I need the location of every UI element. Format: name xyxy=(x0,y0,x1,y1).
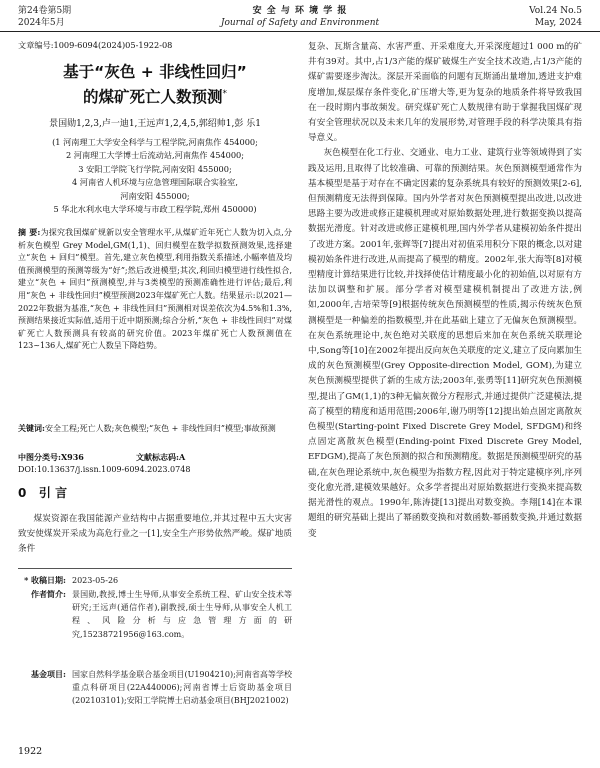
clc-number: 中图分类号:X936 xyxy=(18,452,84,462)
header-journal-en: Journal of Safety and Environment xyxy=(220,18,380,28)
note-fund xyxy=(18,668,292,732)
title-fund-mark: * xyxy=(222,89,227,99)
intro-left-text xyxy=(18,512,292,558)
article-number: 文章编号:1009-6094(2024)05-1922-08 xyxy=(18,40,173,50)
abstract-text: 为探究我国煤矿规新以安全管理水平,从煤矿近年死亡人数为切入点,分析灰色模型 Grey Model,GM(1,1)、回归模型在数学拟数预测效果,选择建立“灰色 + 回归”模型。首先,建立灰色模型,利用指数关系描述,小幅率值及均值预测模型的预测等级为“好”;然后改进模型;其次,利回归模型进行线性拟合,建立“灰色 + 回归”预测模型,并与3类模型的预测准确性进行评估;最后,利用“灰色 + 非线性回归”模型预测2023年煤矿死亡人数。结果显示:以2021—2022年数据为基准,“灰色 + 非线性回归”预测相对误差依次为4.5%和1.3%,预测结果接近实际值,适用于近中期预测;综合分析,“灰色 + 非线性回归”对煤矿死亡人数预测具有较高的研究价值。2023年煤矿死亡人数预测值在123~136人,煤矿死亡人数呈下降趋势。 xyxy=(18,228,292,351)
received-date: 2023-05-26 xyxy=(72,576,119,585)
keywords-label: 关键词: xyxy=(18,423,45,433)
affiliation-4: 4 河南省人机环境与应急管理国际联合实验室, xyxy=(72,177,238,188)
author-note-label: 作者简介: xyxy=(31,589,66,599)
title-line-1: 基于“灰色 + 非线性回归” xyxy=(63,63,247,81)
document-code: 文献标志码:A xyxy=(136,452,186,462)
affiliation-2: 2 河南理工大学博士后流动站,河南焦作 454000; xyxy=(65,150,245,161)
fund-text: 国家自然科学基金联合基金项目(U1904210);河南省高等学校重点科研项目(22A440006);河南省博士后资助基金项目(202103101);安阳工学院博士启动基金项目(BHJ2021002) xyxy=(72,670,292,706)
section-title: 引 言 xyxy=(38,486,68,500)
received-label-text: 收稿日期: xyxy=(31,575,66,585)
note-received xyxy=(18,574,292,588)
authors: 景国勋1,2,3,卢一迪1,王远声1,2,4,5,郭绍帅1,彭 乐1 xyxy=(49,119,261,129)
footnote-rule xyxy=(18,568,292,569)
page-number: 1922 xyxy=(18,746,43,757)
header-rule xyxy=(0,31,600,32)
right-column-text xyxy=(308,40,582,542)
title-line-2 xyxy=(18,84,292,108)
doi: DOI:10.13637/j.issn.1009-6094.2023.0748 xyxy=(18,465,191,474)
keywords xyxy=(18,422,292,436)
abstract xyxy=(18,226,292,353)
section-heading-intro xyxy=(18,484,67,501)
right-paragraph-1: 复杂、瓦斯含量高、水害严重、开采难度大,开采深度超过1 000 m的矿井有39对。其中,占1/3产能的煤矿破煤生产安全技术改造,占1/3产能的煤矿需要逐步淘汰。深层开采面临的问题有瓦斯涌出量增加,透进支护难度增加,煤层煤存条件变化,矿压增大等,更为复杂的地质条件将导致我国在一段时期内事故频发。研究煤矿死亡人数规律有助于掌握我国煤矿现有安全管理状况以及未来几年的发展形势,对管理手段的科学决策具有指导意义。 xyxy=(308,42,582,144)
author-note-text: 景国勋,教授,博士生导师,从事安全系统工程、矿山安全技术等研究;王远声(通信作者),副教授,硕士生导师,从事安全人机工程、风险分析与应急管理方面的研究,15238721956@163.com。 xyxy=(72,590,292,639)
keywords-text: 安全工程;死亡人数;灰色模型;“灰色 + 非线性回归”模型;事故预测 xyxy=(44,424,276,433)
abstract-label: 摘 要: xyxy=(18,227,41,237)
header-journal-cn: 安 全 与 环 境 学 报 xyxy=(252,6,348,16)
right-paragraph-2: 灰色模型在化工行业、交通业、电力工业、建筑行业等领域得到了实践及运用,且取得了比较准确、可靠的预测结果。灰色预测模型通常作为基本模型是基于对存在不确定因素的复杂系统具有较好的预测效果[2-6],但预测精度无法得到保障。国内外学者对灰色预测模型提出改进,以改进思路主要为改进或修正建模机理或对原始数据处理,进行数据变换以提高数据光滑度。针对改进或修正建模机理,国内外学者从建模初始条件提出了改进方案。2001年,张辉等[7]提出对初值采用积分下限的概念,以对建模初始条件进行改进,从而提高了模型的精度。2002年,张大海等[8]对模型精度计算结果进行比较,并找择使估计精度最小化的初始值,以对原有方法加以调整和扩展。部分学者对模型建模机制提出了改进方法,例如,2000年,吉培荣等[9]根据传统灰色预测模型的性质,揭示传统灰色预测模型是一种偏差的指数模型,并在此基础上建立了无偏灰色预测模型。在灰色系统理论中,灰色绝对关联度的思想后来加在灰色系统关联理论中,Song等[10]在2002年提出反向灰色关联度的定义,建立了反向累加生成的灰色预测模型(Grey Opposite-direction Model, GOM),为建立灰色预测模型提供了新的生成方法;2003年,张勇等[11]研究灰色预测模型,提出了GM(1,1)的3种无偏灰微分方程形式,并通过提供广泛建模法,提高了模型的精度和适用范围;2006年,谢乃明等[12]提出始点固定离散灰色模型(Starting-point Fixed Discrete Grey Model, SFDGM)和终点固定离散灰色模型(Ending-point Fixed Discrete Grey Model, EFDGM),提高了灰色预测的拟合和预测精度。数据是预测模型研究的基础,在灰色理论系统中,灰色模型为指数方程,因此对于特定建模序列,序列变化愈光滑,建模效果越好。众多学者提出对原始数据进行变换来提高数据光滑性的观点。1990年,陈涛捷[13]提出对数变换。李翔[14]在本课题组的研究基础上提出了幂函数变换和对数函数-幂函数变换,并通过数据变 xyxy=(308,148,582,539)
affiliation-5: 河南安阳 455000; xyxy=(120,190,190,201)
affiliation-3: 3 安阳工学院飞行学院,河南安阳 455000; xyxy=(78,163,232,174)
header-volume: 第24卷第5期 xyxy=(18,6,72,16)
title-line-2-text: 的煤矿死亡人数预测 xyxy=(82,88,223,107)
received-label: * 收稿日期: xyxy=(24,575,66,585)
affiliation-1: (1 河南理工大学安全科学与工程学院,河南焦作 454000; xyxy=(52,137,258,147)
header-date: 2024年5月 xyxy=(18,18,65,28)
section-number: 0 xyxy=(18,486,27,500)
header-volume-en: Vol.24 No.5 xyxy=(529,6,582,16)
affiliation-6: 5 华北水利水电大学环境与市政工程学院,郑州 450000) xyxy=(53,204,257,215)
header-date-en: May, 2024 xyxy=(534,18,582,28)
note-author xyxy=(18,588,292,668)
affiliations xyxy=(18,136,292,216)
fund-label: 基金项目: xyxy=(31,669,66,679)
intro-paragraph: 煤炭资源在我国能源产业结构中占据重要地位,并其过程中五大灾害致安使煤炭开采成为高危行业之一[1],安全生产形势依然严峻。煤矿地质条件 xyxy=(18,514,292,555)
